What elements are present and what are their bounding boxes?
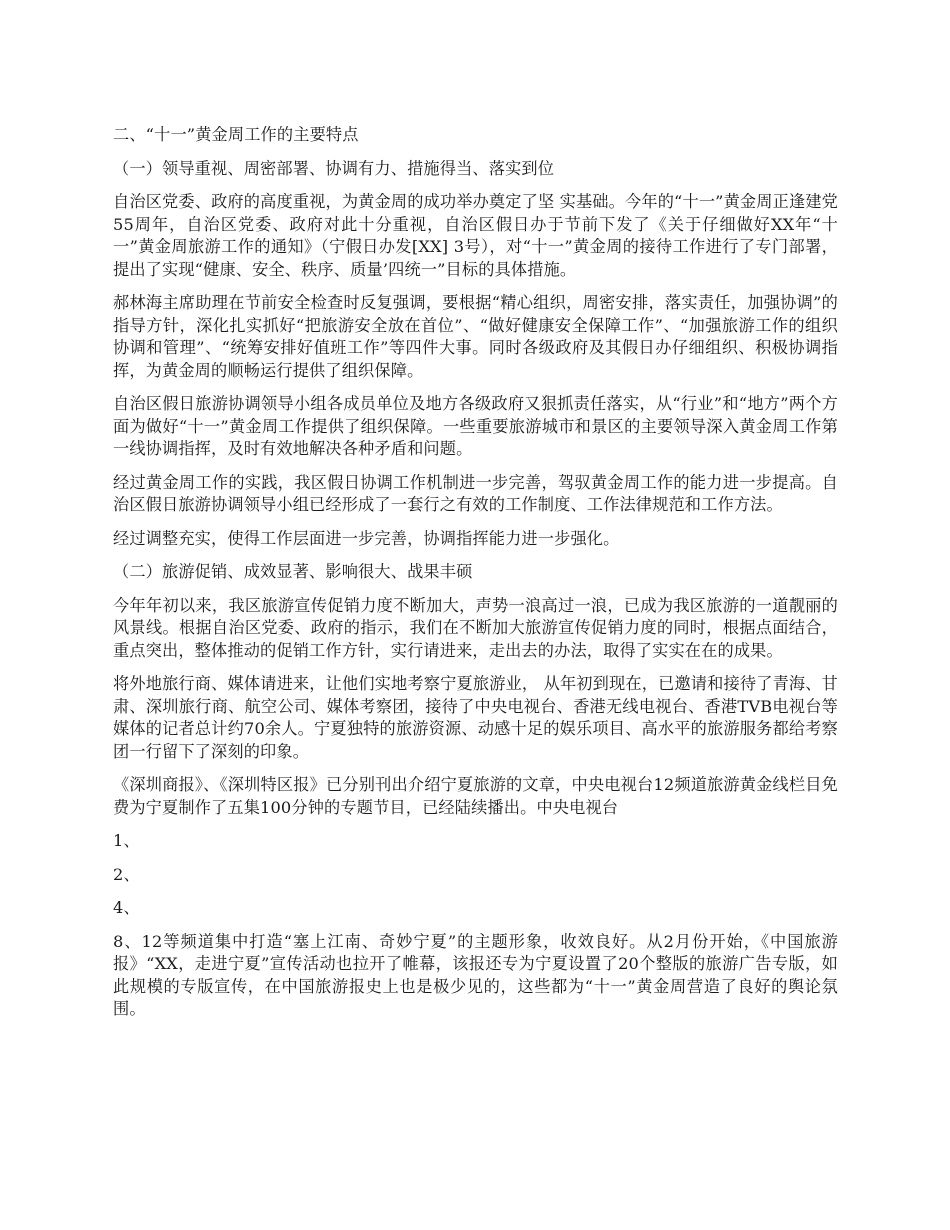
list-marker-1: 1、 <box>113 831 140 850</box>
subsection-heading-1: （一）领导重视、周密部署、协调有力、措施得当、落实到位 <box>113 158 555 178</box>
document-body <box>113 124 838 1032</box>
paragraph-9: 8、12等频道集中打造“塞上江南、奇妙宁夏”的主题形象，收效良好。从2月份开始，《中国旅游报》“XX，走进宁夏”宣传活动也拉开了帷幕，该报还专为宁夏设置了20个整版的旅游广告专版，如此规模的专版宣传，在中国旅游报史上也是极少见的，这些都为“十一”黄金周营造了良好的舆论氛围。 <box>113 931 838 1018</box>
section-heading: 二、“十一”黄金周工作的主要特点 <box>113 125 359 144</box>
list-marker-4: 4、 <box>113 898 140 917</box>
paragraph-4: 经过黄金周工作的实践，我区假日协调工作机制进一步完善，驾驭黄金周工作的能力进一步提高。自治区假日旅游协调领导小组已经形成了一套行之有效的工作制度、工作法律规范和工作方法。 <box>113 472 838 514</box>
list-marker-2: 2、 <box>113 864 140 884</box>
paragraph-2: 郝林海主席助理在节前安全检查时反复强调，要根据“精心组织，周密安排，落实责任，加强协调”的指导方针，深化扎实抓好“把旅游安全放在首位”、“做好健康安全保障工作”、“加强旅游工作的组织协调和管理”、“统筹安排好值班工作”等四件大事。同时各级政府及其假日办仔细组织、积极协调指挥，为黄金周的顺畅运行提供了组织保障。 <box>113 293 838 380</box>
paragraph-5: 经过调整充实，使得工作层面进一步完善，协调指挥能力进一步强化。 <box>113 528 620 548</box>
paragraph-3: 自治区假日旅游协调领导小组各成员单位及地方各级政府又狠抓责任落实，从“行业”和“地方”两个方面为做好“十一”黄金周工作提供了组织保障。一些重要旅游城市和景区的主要领导深入黄金周工作第一线协调指挥，及时有效地解决各种矛盾和问题。 <box>113 394 838 458</box>
subsection-heading-2: （二）旅游促销、成效显著、影响很大、战果丰硕 <box>113 562 473 581</box>
paragraph-1: 自治区党委、政府的高度重视，为黄金周的成功举办奠定了坚 实基础。今年的“十一”黄金周正逢建党55周年，自治区党委、政府对此十分重视，自治区假日办于节前下发了《关于仔细做好XX年“十一”黄金周旅游工作的通知》（宁假日办发[XX] 3号），对“十一”黄金周的接待工作进行了专门部署，提出了实现“健康、安全、秩序、质量’四统一”目标的具体措施。 <box>113 192 838 279</box>
paragraph-8: 《深圳商报》、《深圳特区报》已分别刊出介绍宁夏旅游的文章，中央电视台12频道旅游黄金线栏目免费为宁夏制作了五集100分钟的专题节目，已经陆续播出。中央电视台 <box>113 775 838 817</box>
paragraph-7: 将外地旅行商、媒体请进来，让他们实地考察宁夏旅游业， 从年初到现在，已邀请和接待了青海、甘肃、深圳旅行商、航空公司、媒体考察团，接待了中央电视台、香港无线电视台、香港TVB电视台等媒体的记者总计约70余人。宁夏独特的旅游资源、动感十足的娱乐项目、高水平的旅游服务都给考察团一行留下了深刻的印象。 <box>113 674 838 761</box>
paragraph-6: 今年年初以来，我区旅游宣传促销力度不断加大，声势一浪高过一浪，已成为我区旅游的一道靓丽的风景线。根据自治区党委、政府的指示，我们在不断加大旅游宣传促销力度的同时，根据点面结合，重点突出，整体推动的促销工作方针，实行请进来，走出去的办法，取得了实实在在的成果。 <box>113 595 838 660</box>
